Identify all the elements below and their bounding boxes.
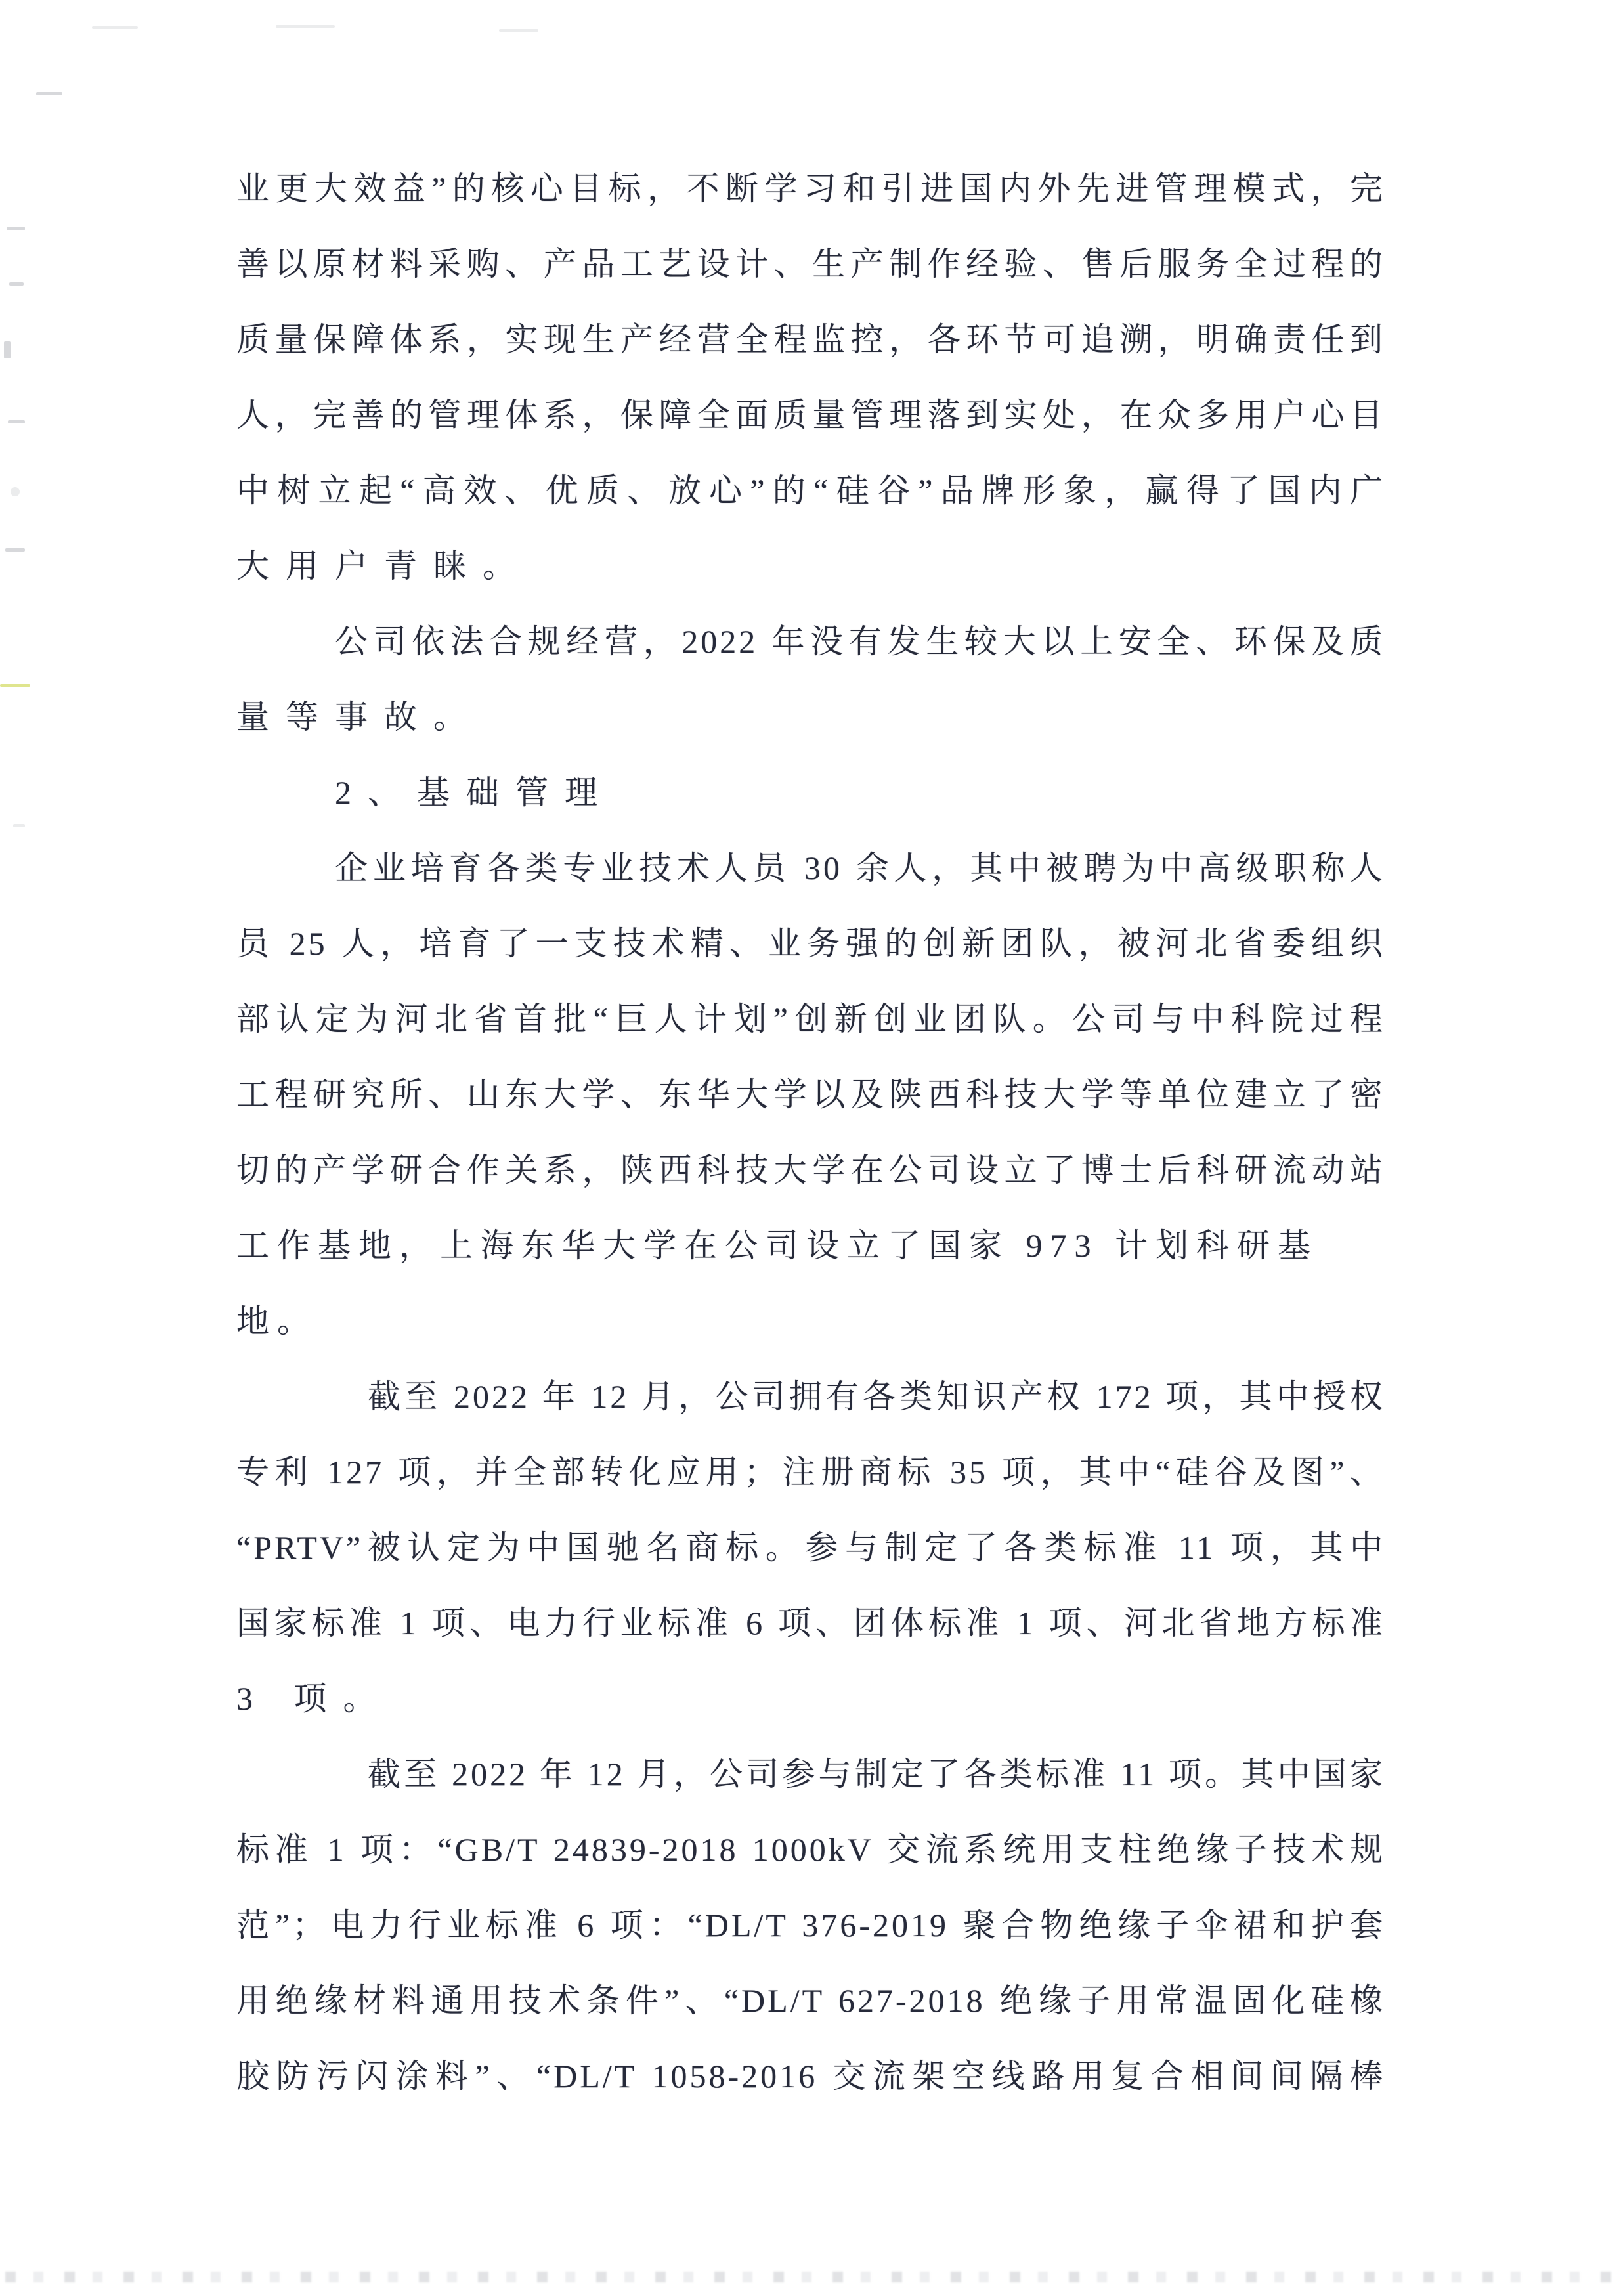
scan-artifact (0, 684, 30, 687)
paragraph (236, 1359, 1385, 1737)
text-line: 国家标准 1 项、电力行业标准 6 项、团体标准 1 项、河北省地方标准 (236, 1605, 1385, 1641)
scan-artifact (9, 282, 24, 286)
document-text (236, 151, 1385, 2114)
text-line: 范”；电力行业标准 6 项：“DL/T 376-2019 聚合物绝缘子伞裙和护套 (236, 1907, 1385, 1943)
scan-artifact (5, 548, 25, 552)
text-line: 企业培育各类专业技术人员 30 余人，其中被聘为中高级职称人 (335, 850, 1385, 886)
text-line: 大用户青睐。 (236, 548, 532, 584)
text-line: 员 25 人，培育了一支技术精、业务强的创新团队，被河北省委组织 (236, 925, 1385, 962)
text-line: 截至 2022 年 12 月，公司参与制定了各类标准 11 项。其中国家 (368, 1756, 1385, 1792)
text-line: 质量保障体系，实现生产经营全程监控，各环节可追溯，明确责任到 (236, 321, 1385, 358)
scan-artifact (13, 824, 25, 827)
paragraph (236, 604, 1385, 755)
scan-artifact (5, 2272, 1614, 2282)
section-heading: 2、基础管理 (335, 774, 614, 811)
scan-artifact (36, 92, 62, 95)
paragraph (236, 755, 1385, 831)
text-line: 胶防污闪涂料”、“DL/T 1058-2016 交流架空线路用复合相间间隔棒 (236, 2058, 1385, 2094)
text-line: 切的产学研合作关系，陕西科技大学在公司设立了博士后科研流动站 (236, 1152, 1385, 1188)
text-line: 3 项。 (236, 1680, 393, 1717)
paragraph (236, 151, 1385, 604)
text-line: 善以原材料采购、产品工艺设计、生产制作经验、售后服务全过程的 (236, 246, 1385, 282)
text-line: 部认定为河北省首批“巨人计划”创新创业团队。公司与中科院过程 (236, 1001, 1385, 1037)
paragraph (236, 1737, 1385, 2114)
text-line: “PRTV”被认定为中国驰名商标。参与制定了各类标准 11 项，其中 (236, 1529, 1385, 1566)
text-line: 工程研究所、山东大学、东华大学以及陕西科技大学等单位建立了密 (236, 1076, 1385, 1113)
scan-artifact (276, 25, 335, 28)
scan-artifact (7, 227, 25, 230)
scan-artifact (4, 341, 11, 358)
text-line: 专利 127 项，并全部转化应用；注册商标 35 项，其中“硅谷及图”、 (236, 1454, 1385, 1490)
text-line: 中树立起“高效、优质、放心”的“硅谷”品牌形象，赢得了国内广 (236, 472, 1385, 509)
text-line: 公司依法合规经营，2022 年没有发生较大以上安全、环保及质 (335, 623, 1385, 660)
text-line: 截至 2022 年 12 月，公司拥有各类知识产权 172 项，其中授权 (368, 1378, 1385, 1415)
text-line: 工作基地，上海东华大学在公司设立了国家 973 计划科研基地。 (236, 1227, 1318, 1339)
text-line: 量等事故。 (236, 699, 483, 735)
scan-artifact (92, 26, 138, 29)
text-line: 业更大效益”的核心目标，不断学习和引进国内外先进管理模式，完 (236, 170, 1385, 207)
text-line: 标准 1 项：“GB/T 24839-2018 1000kV 交流系统用支柱绝缘子技术规 (236, 1831, 1385, 1868)
scan-artifact (499, 29, 538, 32)
scan-artifact (8, 420, 25, 423)
text-line: 人，完善的管理体系，保障全面质量管理落到实处，在众多用户心目 (236, 397, 1385, 433)
paragraph (236, 831, 1385, 1359)
scan-artifact (11, 487, 20, 496)
text-line: 用绝缘材料通用技术条件”、“DL/T 627-2018 绝缘子用常温固化硅橡 (236, 1982, 1385, 2019)
